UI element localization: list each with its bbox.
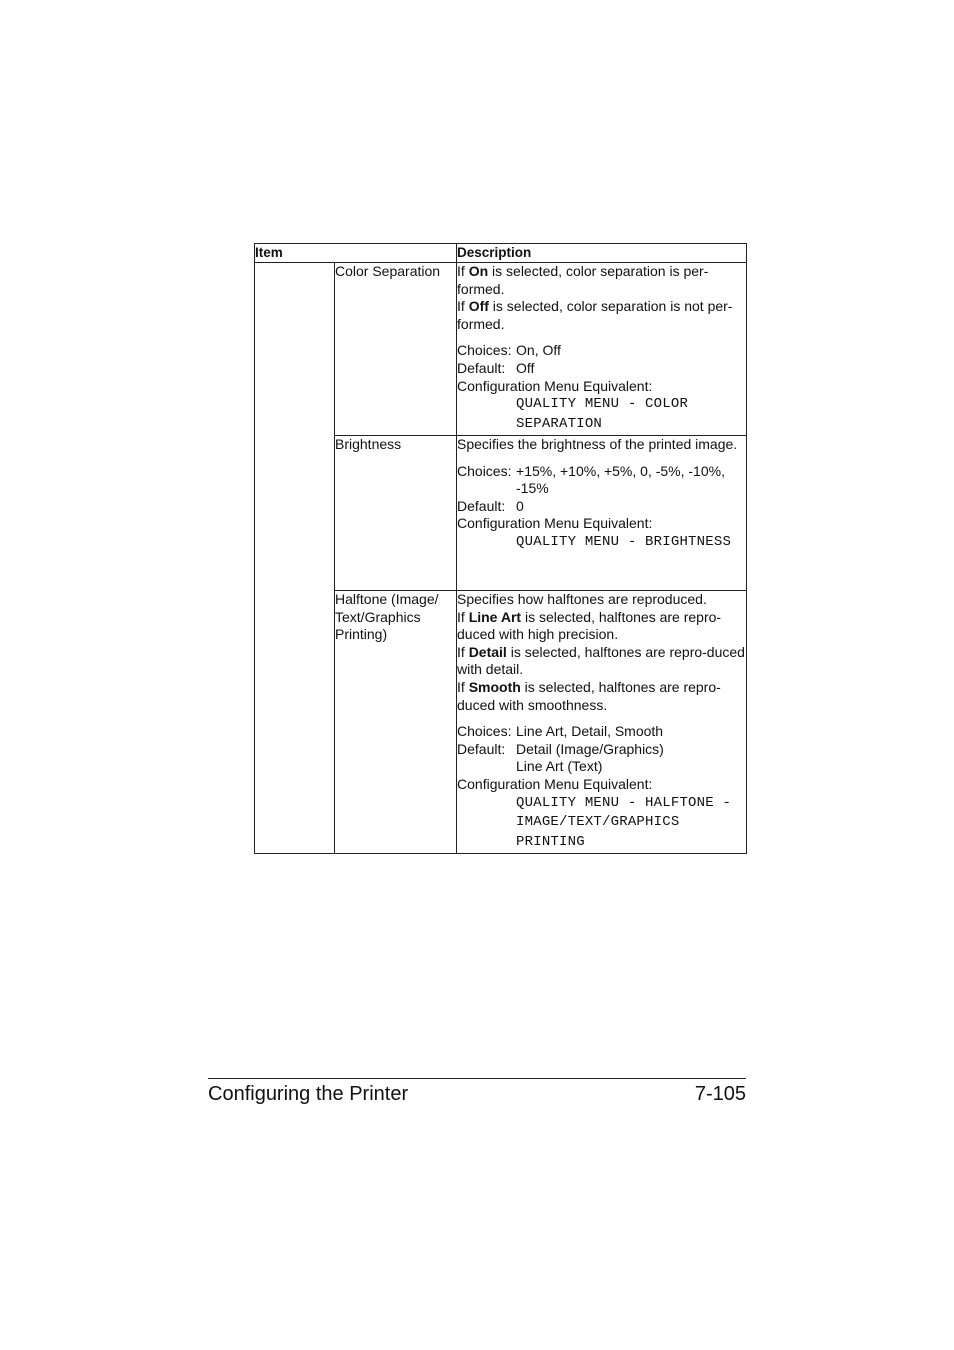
page-number: 7-105 [694,1083,746,1105]
default-value: 0 [516,497,524,514]
choices-value: On, Off [516,342,561,359]
choices-line [457,723,746,741]
option-name: On [468,263,489,279]
description-paragraph: Specifies the brightness of the printed image. [457,436,738,452]
text: is selected, color separation is not per-formed. [457,298,733,332]
default-value: Off [516,359,535,376]
choices-label: Choices: [457,342,512,359]
default-value [516,741,746,776]
header-item: Item [255,244,457,263]
text: is selected, color separation is per-formed. [457,263,709,297]
settings-block [457,463,746,553]
item-name-color-separation: Color Separation [335,263,457,436]
settings-block [457,342,746,434]
option-name: Detail [468,643,507,660]
choices-line [457,463,746,498]
config-value: QUALITY MENU - BRIGHTNESS [516,533,732,550]
text: If [457,298,469,315]
text: If [457,263,469,279]
default-label: Default: [457,740,506,757]
choices-line [457,342,746,360]
config-label: Configuration Menu Equivalent: [457,377,653,394]
description-paragraph [457,609,746,644]
footer-title: Configuring the Printer [208,1083,409,1105]
default-value-2: Line Art (Text) [516,758,603,775]
table-header-row [255,244,747,263]
item-name-halftone: Halftone (Image/ Text/Graphics Printing) [335,591,457,854]
config-label: Configuration Menu Equivalent: [457,515,653,532]
option-name: Smooth [468,678,521,695]
choices-label: Choices: [457,462,512,479]
description-halftone [457,591,747,854]
description-paragraph [457,298,746,333]
table-row [255,263,747,436]
choices-value: Line Art, Detail, Smooth [516,723,664,740]
description-brightness [457,436,747,591]
default-label: Default: [457,359,506,376]
option-name: Line Art [468,608,522,625]
item-name-brightness: Brightness [335,436,457,591]
footer-divider [208,1078,746,1079]
default-label: Default: [457,497,506,514]
description-paragraph [457,679,746,714]
description-color-separation [457,263,747,436]
default-line [457,360,746,378]
config-label: Configuration Menu Equivalent: [457,775,653,792]
header-description: Description [457,244,747,263]
default-line [457,741,746,776]
text: If [457,608,469,625]
config-value: QUALITY MENU - COLOR SEPARATION [516,396,689,432]
config-value: QUALITY MENU - HALFTONE - IMAGE/TEXT/GRAPHICS PRINTING [516,794,732,850]
text: is selected, halftones are repro-duced with high precision. [457,608,722,643]
text: is selected, halftones are repro-duced with smoothness. [457,678,721,713]
settings-block [457,723,746,852]
text: is selected, halftones are repro-duced with detail. [457,643,745,678]
option-name: Off [468,298,489,315]
default-value-1: Detail (Image/Graphics) [516,740,664,757]
description-paragraph [457,263,746,298]
description-paragraph: Specifies how halftones are reproduced. [457,591,707,607]
item-group-cell [255,263,335,854]
text: If [457,643,469,660]
choices-label: Choices: [457,723,512,740]
text: If [457,678,469,695]
settings-table [254,243,747,854]
description-paragraph [457,644,746,679]
choices-value: +15%, +10%, +5%, 0, -5%, -10%, -15% [516,462,725,497]
default-line [457,498,746,516]
